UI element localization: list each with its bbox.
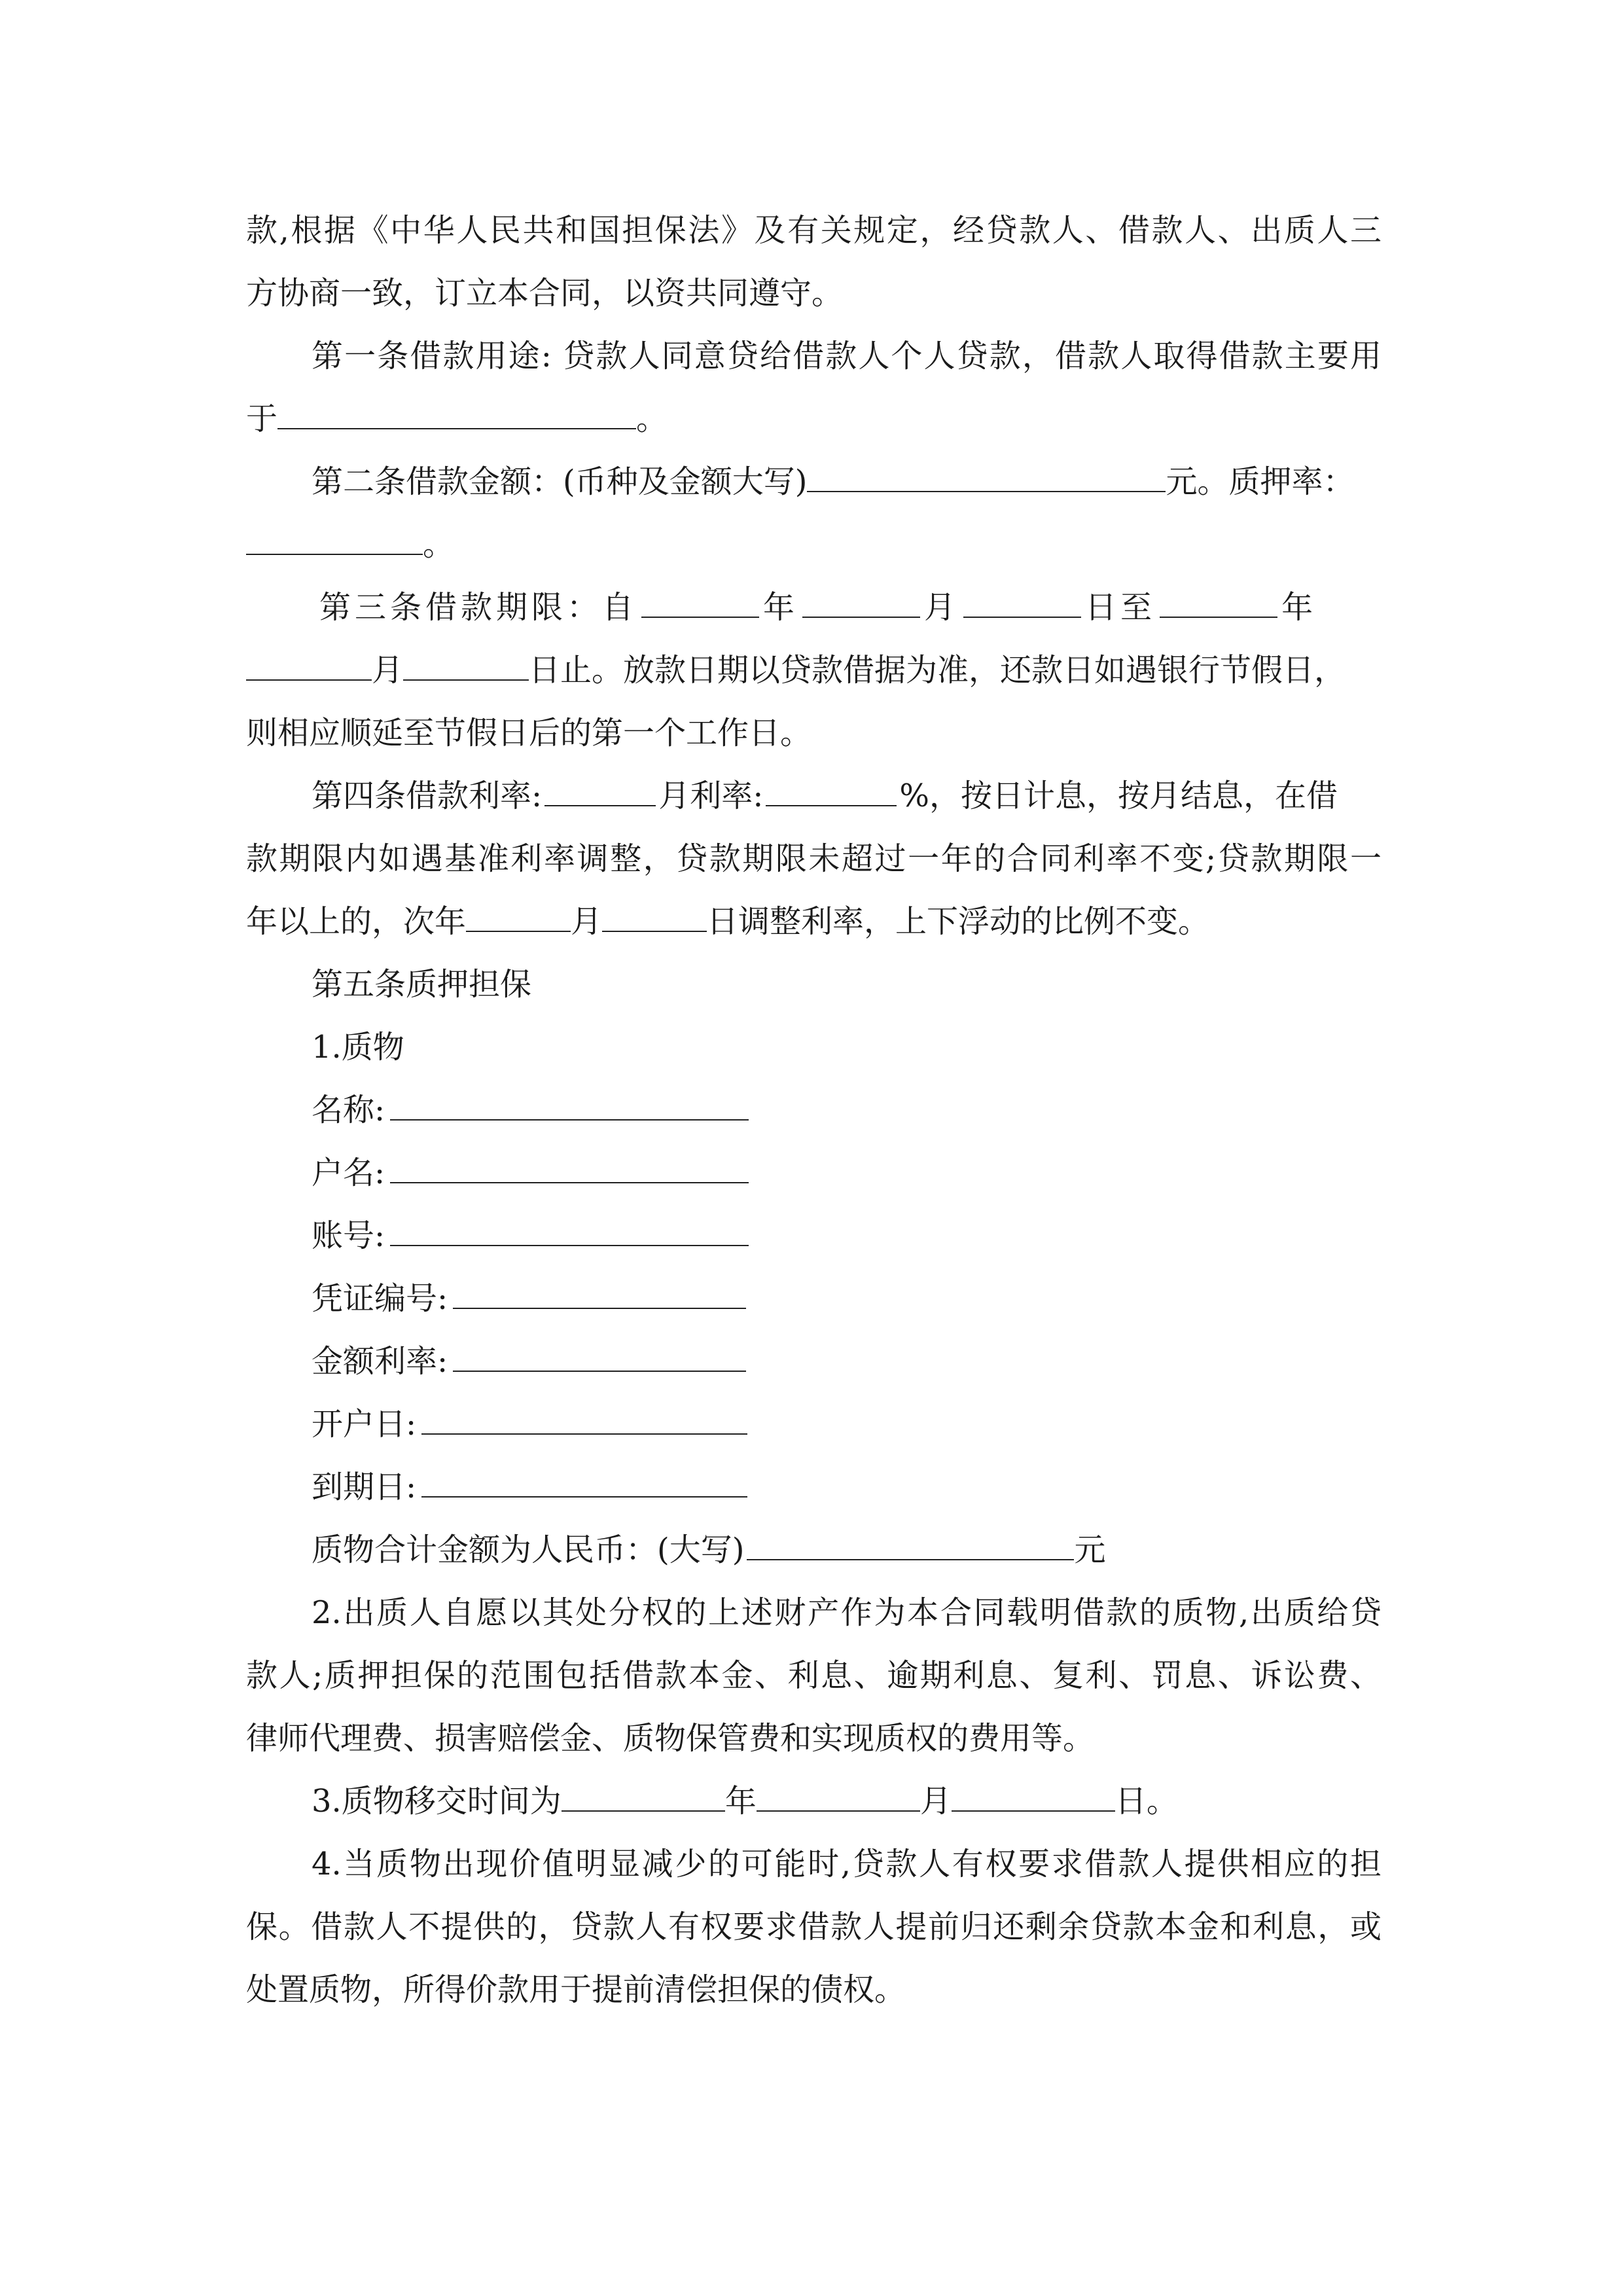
article-1-line-1: 第一条借款用途: 贷款人同意贷给借款人个人贷款，借款人取得借款主要用	[312, 338, 1382, 374]
pledge-holder-row	[312, 1152, 1382, 1194]
pledge-name-row	[312, 1089, 1382, 1131]
article-4-rest: %，按日计息，按月结息，在借	[899, 778, 1338, 814]
end-year-field[interactable]	[1160, 590, 1277, 618]
pledge-total-field[interactable]	[747, 1533, 1074, 1560]
article-5-item-2-line-3: 律师代理费、损害赔偿金、质物保管费和实现质权的费用等。	[246, 1720, 1095, 1757]
article-3-label: 第三条借款期限：自	[319, 589, 638, 626]
article-3-rest: 日止。放款日期以贷款借据为准，还款日如遇银行节假日，	[529, 652, 1346, 689]
pledge-open-date-row	[312, 1403, 1382, 1445]
start-year-field[interactable]	[641, 590, 759, 618]
pledge-holder-field[interactable]	[390, 1156, 749, 1183]
article-4-next-year-label: 年以上的，次年	[246, 903, 467, 940]
pledge-voucher-row	[312, 1278, 1382, 1319]
transfer-month-label: 月	[919, 1783, 952, 1820]
article-5-item-1: 1.质物	[312, 1029, 404, 1066]
loan-amount-field[interactable]	[807, 465, 1166, 492]
pledge-rate-field[interactable]	[246, 528, 423, 555]
article-2-rate-label: 元。质押率：	[1166, 463, 1355, 500]
article-5-item-2-line-1: 2.出质人自愿以其处分权的上述财产作为本合同载明借款的质物,出质给贷	[312, 1594, 1382, 1631]
pledge-name-label: 名称:	[312, 1092, 385, 1128]
pledge-account-field[interactable]	[390, 1219, 749, 1246]
start-month-field[interactable]	[802, 590, 920, 618]
pledge-due-date-label: 到期日:	[312, 1469, 417, 1505]
adjust-day-field[interactable]	[602, 905, 707, 932]
start-day-field[interactable]	[963, 590, 1081, 618]
transfer-day-field[interactable]	[952, 1784, 1115, 1812]
pledge-total-row	[312, 1529, 1382, 1571]
pledge-total-label: 质物合计金额为人民币：(大写)	[312, 1532, 745, 1568]
article-1-prefix: 于	[246, 401, 278, 437]
pledge-amount-rate-row	[312, 1340, 1382, 1382]
pledge-due-date-row	[312, 1466, 1382, 1508]
pledge-amount-rate-field[interactable]	[453, 1344, 746, 1372]
article-2-end: 。	[423, 526, 455, 563]
pledge-amount-rate-label: 金额利率:	[312, 1343, 448, 1380]
pledge-open-date-field[interactable]	[421, 1407, 747, 1435]
article-4-line-1	[312, 775, 1382, 817]
article-4-line-2: 款期限内如遇基准利率调整，贷款期限未超过一年的合同利率不变;贷款期限一	[246, 840, 1382, 877]
article-4-line-3	[246, 901, 1382, 942]
article-4-label: 第四条借款利率:	[312, 778, 543, 814]
article-4-end: 日调整利率，上下浮动的比例不变。	[707, 903, 1210, 940]
pledge-account-label: 账号:	[312, 1217, 385, 1254]
pledge-name-field[interactable]	[390, 1093, 749, 1121]
article-1-suffix: 。	[636, 401, 668, 437]
article-1-line-2	[246, 398, 1382, 440]
adjust-month-label: 月	[571, 903, 603, 940]
pledge-holder-label: 户名:	[312, 1155, 385, 1191]
pledge-due-date-field[interactable]	[421, 1470, 747, 1498]
interest-rate-field[interactable]	[544, 779, 656, 806]
pledge-voucher-field[interactable]	[453, 1282, 746, 1309]
article-3-line-3: 则相应顺延至节假日后的第一个工作日。	[246, 715, 812, 751]
monthly-rate-field[interactable]	[766, 779, 897, 806]
article-5-item-3	[312, 1780, 1382, 1822]
transfer-time-label: 3.质物移交时间为	[312, 1783, 562, 1820]
end-year-label: 年	[1281, 589, 1317, 626]
adjust-month-field[interactable]	[466, 905, 571, 932]
pledge-voucher-label: 凭证编号:	[312, 1280, 448, 1317]
monthly-rate-label: 月利率:	[658, 778, 764, 814]
article-5-item-4-line-3: 处置质物，所得价款用于提前清偿担保的债权。	[246, 1971, 906, 2008]
article-5-item-4-line-2: 保。借款人不提供的，贷款人有权要求借款人提前归还剩余贷款本金和利息，或	[246, 1909, 1382, 1945]
article-2-label: 第二条借款金额：(币种及金额大写)	[312, 463, 808, 500]
transfer-year-label: 年	[724, 1783, 757, 1820]
preamble-line-1: 款,根据《中华人民共和国担保法》及有关规定，经贷款人、借款人、出质人三	[246, 212, 1382, 249]
loan-purpose-field[interactable]	[277, 402, 636, 429]
transfer-month-field[interactable]	[757, 1784, 920, 1812]
article-5-item-2-line-2: 款人;质押担保的范围包括借款本金、利息、逾期利息、复利、罚息、诉讼费、	[246, 1657, 1382, 1694]
pledge-account-row	[312, 1215, 1382, 1257]
pledge-total-unit: 元	[1074, 1532, 1106, 1568]
transfer-year-field[interactable]	[562, 1784, 725, 1812]
end-month-label: 月	[372, 652, 404, 689]
start-year-label: 年	[763, 589, 799, 626]
article-2-line-1	[312, 461, 1382, 503]
preamble-line-2: 方协商一致，订立本合同，以资共同遵守。	[246, 275, 844, 312]
end-day-field[interactable]	[403, 653, 529, 681]
start-day-to-label: 日至	[1085, 589, 1156, 626]
article-3-line-2	[246, 649, 1382, 691]
article-5-title: 第五条质押担保	[312, 966, 532, 1003]
article-2-line-2	[246, 524, 1382, 565]
start-month-label: 月	[924, 589, 960, 626]
article-5-item-4-line-1: 4.当质物出现价值明显减少的可能时,贷款人有权要求借款人提供相应的担	[312, 1846, 1382, 1882]
pledge-open-date-label: 开户日:	[312, 1406, 417, 1443]
transfer-day-label: 日。	[1115, 1783, 1178, 1820]
article-3-line-1	[312, 586, 1382, 628]
end-month-field[interactable]	[246, 653, 372, 681]
